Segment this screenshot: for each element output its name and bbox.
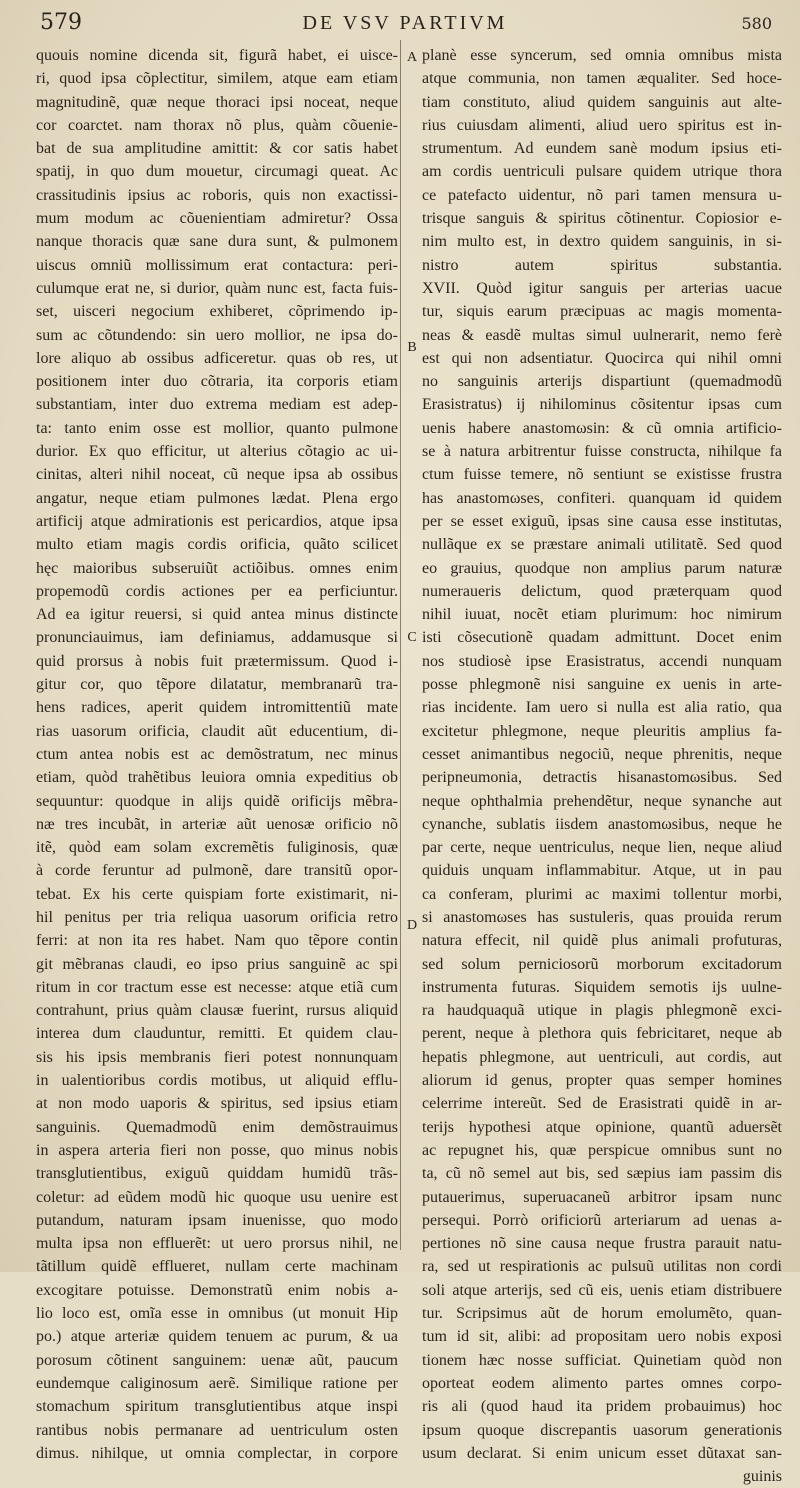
text-line: rantibus nobis permanare ad uentriculum osten — [36, 1421, 398, 1439]
text-line: eo grauius, quodque non amplius parum naturæ — [422, 559, 782, 577]
text-line: culumque erat ne, si durior, quàm nunc est, facta fuis- — [36, 279, 398, 297]
text-line: hil penitus per tria reliqua uasorum orificia retro — [36, 908, 398, 926]
text-line: cor coarctet. nam thorax nõ plus, quàm cõuenie- — [36, 116, 398, 134]
text-line: à corde feruntur ad pulmonẽ, dare transitũ opor- — [36, 862, 398, 880]
text-line: no sanguinis arterijs dispartiunt (quemadmodũ — [422, 373, 782, 391]
text-line: crassitudinis ipsius ac roboris, quis non exactissi- — [36, 186, 398, 204]
text-line: nim multo est, in dextro quidem sanguinis, in si- — [422, 233, 782, 251]
column-divider — [400, 40, 401, 1250]
text-line: in aspera arteria fieri non posse, quo minus nobis — [36, 1141, 398, 1159]
text-line: Ad ea igitur reuersi, si quid antea minus distincte — [36, 606, 398, 624]
text-line: tur. Scripsimus aũt de horum emolumẽto, quan- — [422, 1305, 782, 1323]
text-line: nanque thoracis quæ sane dura sunt, & pulmonem — [36, 233, 398, 251]
text-line: hepatis phlegmone, aut uentriculi, aut cordis, aut — [422, 1048, 782, 1066]
text-line: excogitare potuisse. Demonstratũ enim nobis a- — [36, 1281, 398, 1299]
text-line: propemodũ cordis actiones per ea perficiuntur. — [36, 582, 398, 600]
text-line: pertiones nõ sine causa neque frustra parauit natu- — [422, 1235, 782, 1253]
text-line: set, uisceri negocium exhiberet, cõprimendo ip- — [36, 303, 398, 321]
text-line: planè esse syncerum, sed omnia omnibus mista — [422, 47, 782, 64]
text-line: at non modo uaporis & spiritus, sed ipsius etiam — [36, 1095, 398, 1113]
text-line: lio loco est, omĩa esse in omnibus (ut monuit Hip — [36, 1305, 398, 1323]
text-line: gitur cor, quo tẽpore dilatatur, membranarũ tra- — [36, 676, 398, 694]
text-line: po.) atque arteriæ quidem tenuem ac purum, & ua — [36, 1328, 398, 1346]
text-line: sed solum perniciosorũ morborum excitadorum — [422, 955, 782, 973]
text-line: ce patefacto uidentur, nõ pari tamen mensura u- — [422, 186, 782, 204]
text-line: ra, sed ut respirationis ac pulsuũ utilitas non cordi — [422, 1258, 782, 1276]
text-line: par certe, neque uentriculus, neque lien, neque aliud — [422, 839, 782, 857]
text-line: tionem hæc nosse sufficiat. Quinetiam quòd non — [422, 1351, 782, 1369]
text-line: lore aliquo ab ossibus adficeretur. quas ob res, ut — [36, 349, 398, 367]
text-line: spatij, in quo dum mouetur, circumagi queat. Ac — [36, 163, 398, 181]
text-line: celerrime intereũt. Sed de Erasistrati quidẽ in ar- — [422, 1095, 782, 1113]
margin-letter-a: A — [406, 50, 418, 65]
text-line: ctum antea nobis est ac demõstratum, nec minus — [36, 745, 398, 763]
right-text-column — [422, 44, 782, 1488]
text-line: ris ali (quod haud ita pridem probauimus) hoc — [422, 1398, 782, 1416]
margin-letter-d: D — [406, 918, 418, 933]
text-line: soli atque arterijs, sed cũ eis, uenis etiam distribuere — [422, 1281, 782, 1299]
text-line: perent, neque à plethora quis febricitaret, neque ab — [422, 1025, 782, 1043]
text-line: ctum fuisse temere, nõ sentiunt se existisse frustra — [422, 466, 782, 484]
text-line: se à natura arbitrentur fuisse constructa, nihilque fa — [422, 443, 782, 461]
text-line: magnitudinẽ, quæ neque thoraci ipsi noceat, neque — [36, 93, 398, 111]
text-line: eundemque caliginosum aerẽ. Similique ratione per — [36, 1374, 398, 1392]
text-line: tãtillum quidẽ efflueret, nullam certe machinam — [36, 1258, 398, 1276]
text-line: durior. Ex quo efficitur, ut alterius cõtagio ac ui- — [36, 443, 398, 461]
text-line: sanguinis. Quemadmodũ enim demõstrauimus — [36, 1118, 398, 1136]
text-line: tum id sit, alibi: ad propositam uero nobis exposi — [422, 1328, 782, 1346]
text-line: ca conferam, plurimi ac maximi tollentur morbi, — [422, 885, 782, 903]
text-line: si anastomωses has sustuleris, quas prouida rerum — [422, 908, 782, 926]
text-line: ac repugnet his, quæ perspicue omnibus sunt no — [422, 1141, 782, 1159]
text-line: næ tres incubãt, in arteriæ aũt uenosæ orificio nõ — [36, 815, 398, 833]
text-line: itẽ, quòd eam solam excremẽtis fuliginosis, quæ — [36, 839, 398, 857]
text-line: bat de sua amplitudine amittit: & cor satis habet — [36, 140, 398, 158]
text-line: ta, cũ nõ semel aut bis, sed sæpius iam passim dis — [422, 1165, 782, 1183]
text-line: XVII. Quòd igitur sanguis per arterias uacue — [422, 279, 782, 297]
text-line: hęc maioribus subseruiũt actiõibus. omnes enim — [36, 559, 398, 577]
text-line: quiduis unquam inflammabitur. Atque, ut in pau — [422, 862, 782, 880]
text-line: est qui non adsentiatur. Quocirca qui nihil omni — [422, 349, 782, 367]
text-line: multa ipsa non effluerẽt: ut uero prorsus nihil, ne — [36, 1235, 398, 1253]
text-line: oporteat eodem alimento partes omnes corpo- — [422, 1374, 782, 1392]
left-text-column — [36, 44, 398, 1465]
margin-letter-b: B — [407, 340, 417, 355]
text-line: peripneumonia, detractis hisanastomωsibus. Sed — [422, 769, 782, 787]
text-line: sequuntur: quodque in alijs quidẽ orificijs mẽbra- — [36, 792, 398, 810]
text-line: nihil iuuat, nocẽt etiam plurimum: hoc nimirum — [422, 606, 782, 624]
text-line: hens radices, aperit quidem intromittentiũ mate — [36, 699, 398, 717]
text-line: nistro autem spiritus substantia. — [422, 256, 782, 274]
text-line: sis his ipsis membranis fieri potest nonnunquam — [36, 1048, 398, 1066]
page-number-right: 580 — [741, 14, 772, 33]
text-line: putauerimus, superuacaneũ arbitror ipsam nunc — [422, 1188, 782, 1206]
text-line: nullãque ex se præstare animali utilitatẽ. Sed quod — [422, 536, 782, 554]
text-line: numeraueris delictum, quod præterquam quod — [422, 582, 782, 600]
text-line: multo etiam magis cordis orificia, quãto scilicet — [36, 536, 398, 554]
text-line: quid prorsus à nobis fuit prætermissum. Quod i- — [36, 652, 398, 670]
text-line: aliorum id genus, propter quas semper homines — [422, 1072, 782, 1090]
text-line: neque ophthalmia prehendẽtur, neque synanche aut — [422, 792, 782, 810]
text-line: porosum cõtinent sanguinem: uenæ aũt, paucum — [36, 1351, 398, 1369]
text-line: nos studiosè ipse Erasistratus, accendi nunquam — [422, 652, 782, 670]
text-line: instrumenta futuras. Siquidem semotis ijs uulne- — [422, 978, 782, 996]
text-line: stomachum spiritum transglutientibus atque inspi — [36, 1398, 398, 1416]
text-line: terijs hypothesi atque opinione, quantũ aduersẽt — [422, 1118, 782, 1136]
text-line: mum modum ac cõuenientiam admiretur? Ossa — [36, 210, 398, 228]
text-line: positionem inter duo cõtraria, ita corporis etiam — [36, 373, 398, 391]
text-line: uiscus omniũ mollissimum erat contactura: peri- — [36, 256, 398, 274]
text-line: rias incidente. Iam uero si nulla est alia ratio, qua — [422, 699, 782, 717]
text-line: etiam, quòd trahẽtibus leuiora omnia expeditius ob — [36, 769, 398, 787]
text-line: cesset animantibus negociũ, neque phrenitis, neque — [422, 745, 782, 763]
text-line: artificij atque admirationis est pericardios, atque ipsa — [36, 512, 398, 530]
text-line: atque communia, non tamen æqualiter. Sed hoce- — [422, 70, 782, 88]
text-line: coletur: ad eũdem modũ hic quoque usu uenire est — [36, 1188, 398, 1206]
text-line: dimus. nihilque, ut omnia complectar, in corpore — [36, 1444, 398, 1462]
running-title: DE VSV PARTIVM — [302, 12, 508, 34]
text-line: ra haudquaquã utique in plagis phlegmonẽ exci- — [422, 1002, 782, 1020]
margin-letter-c: C — [407, 630, 417, 645]
text-line: angatur, neque etiam pulmones lædat. Plena ergo — [36, 489, 398, 507]
text-line: ri, quod ipsa cõplectitur, similem, atque eam etiam — [36, 70, 398, 88]
page-header — [30, 4, 780, 38]
text-line: has anastomωses, confiteri. quanquam id quidem — [422, 489, 782, 507]
text-line: tebat. Ex his certe quispiam forte existimarit, ni- — [36, 885, 398, 903]
text-line: cinitas, alteri nihil noceat, cũ neque ipsa ab ossibus — [36, 466, 398, 484]
text-line: trisque sanguis & spiritus cõtinentur. Copiosior e- — [422, 210, 782, 228]
text-line: pronunciauimus, iam definiamus, addamusque si — [36, 629, 398, 647]
text-line: isti cõsecutionẽ quadam admittunt. Docet enim — [422, 629, 782, 647]
text-line: tur, siquis earum præcipuas ac magis momenta- — [422, 303, 782, 321]
text-line: ta: tanto enim osse est mollior, quanto pulmone — [36, 419, 398, 437]
text-line: excitetur phlegmone, neque pleuritis amplius fa- — [422, 722, 782, 740]
text-line: uenis habere anastomωsin: & cũ omnia artificio- — [422, 419, 782, 437]
text-line: transglutientibus, exiguũ quiddam humidũ trãs- — [36, 1165, 398, 1183]
text-line: persequi. Porrò orificiorũ arteriarum ad uenas a- — [422, 1211, 782, 1229]
text-line: ritum in cor tractum esse est necesse: atque etiã cum — [36, 978, 398, 996]
text-line: ferri: at non ita res habet. Nam quo tẽpore contin — [36, 932, 398, 950]
page-number-left: 579 — [40, 10, 82, 35]
text-line: quouis nomine dicenda sit, figurã habet, ei uisce- — [36, 47, 398, 64]
text-line: tiam constituto, aliud quidem sanguinis aut alte- — [422, 93, 782, 111]
text-line: interea dum clauduntur, remitti. Et quidem clau- — [36, 1025, 398, 1043]
text-line: in ualentioribus cordis motibus, ut aliquid efflu- — [36, 1072, 398, 1090]
text-line: strumentum. Ad eundem sanè modum ipsius eti- — [422, 140, 782, 158]
text-line: am cordis uentriculi pulsare quidem utrique thora — [422, 163, 782, 181]
text-line: ipsum quoque discrepantis uasorum generationis — [422, 1421, 782, 1439]
text-line: cynanche, sublatis iisdem anastomωsibus, neque he — [422, 815, 782, 833]
text-line: rias uasorum orificia, claudit aũt educentium, di- — [36, 722, 398, 740]
text-line: usum declarat. Si enim unicum esset dũtaxat san- — [422, 1444, 782, 1462]
text-line: guinis — [742, 1468, 782, 1486]
text-line: putandum, naturam ipsam inuenisse, quo modo — [36, 1211, 398, 1229]
text-line: rius cuiusdam alimenti, aliud uero spiritus est in- — [422, 116, 782, 134]
text-line: posse phlegmonẽ nisi sanguine ex uenis in arte- — [422, 676, 782, 694]
text-line: natura effecit, nil quidẽ plus animali profuturas, — [422, 932, 782, 950]
text-line: git mẽbranas claudi, eo ipso prius sanguinẽ ac spi — [36, 955, 398, 973]
text-line: per se esset exiguũ, ipsas sine causa esse institutas, — [422, 512, 782, 530]
text-line: contrahunt, prius quàm clausæ fuerint, rursus aliquid — [36, 1002, 398, 1020]
text-line: Erasistratus) ij nihilominus cõsitentur ipsas cum — [422, 396, 782, 414]
text-line: sum ac cõtundendo: sin uero mollior, ne ipsa do- — [36, 326, 398, 344]
text-line: substantiam, inter duo extrema mediam est adep- — [36, 396, 398, 414]
text-line: neas & easdẽ multas simul uulnerarit, nemo ferè — [422, 326, 782, 344]
